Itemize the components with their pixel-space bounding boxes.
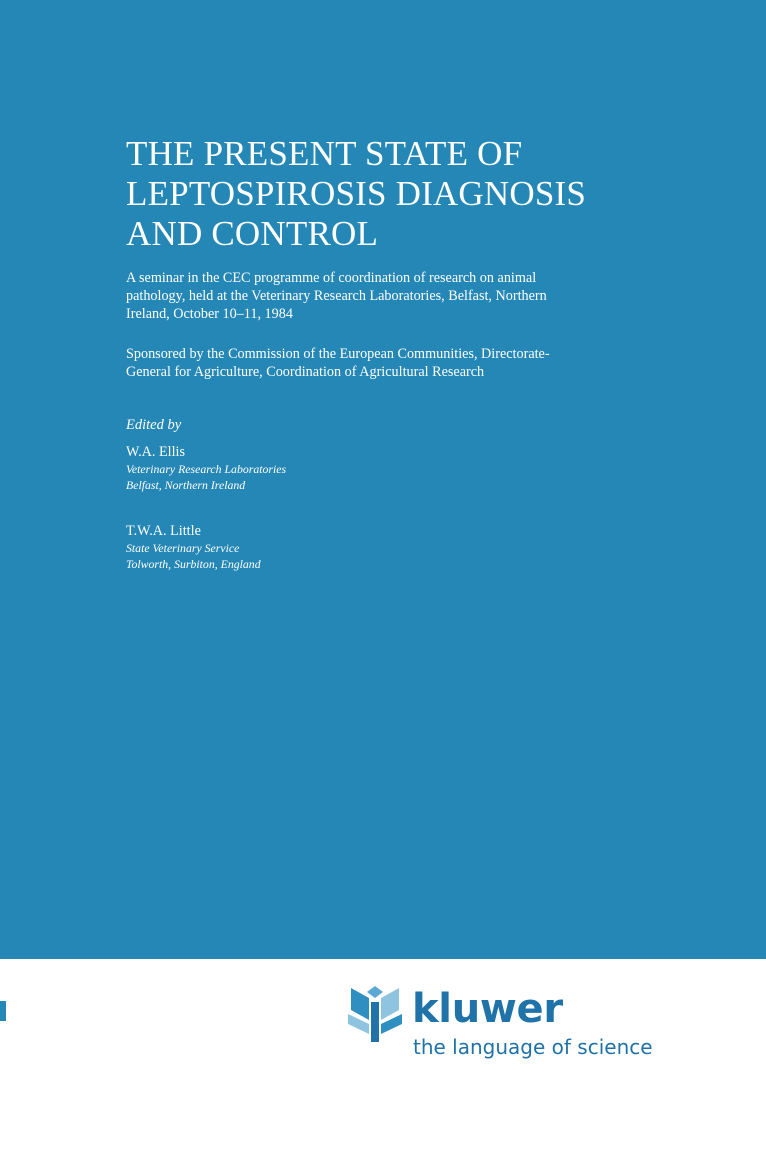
editor-entry bbox=[126, 522, 261, 572]
publisher-name: kluwer bbox=[412, 986, 563, 1032]
description-line: Ireland, October 10–11, 1984 bbox=[126, 306, 293, 322]
editor-name: W.A. Ellis bbox=[126, 444, 185, 460]
book-title bbox=[126, 134, 726, 254]
description-line: A seminar in the CEC programme of coordination of research on animal bbox=[126, 270, 537, 286]
publisher-tagline: the language of science bbox=[413, 1035, 653, 1059]
seminar-description bbox=[126, 269, 646, 323]
edited-by-label: Edited by bbox=[126, 417, 182, 433]
sponsor-line: General for Agriculture, Coordination of Agricultural Research bbox=[126, 364, 485, 380]
title-line: THE PRESENT STATE OF bbox=[126, 134, 523, 173]
editor-entry bbox=[126, 443, 286, 493]
editor-location: Tolworth, Surbiton, England bbox=[126, 557, 261, 571]
editor-affiliation: Veterinary Research Laboratories bbox=[126, 462, 287, 476]
description-line: pathology, held at the Veterinary Research Laboratories, Belfast, Northern bbox=[126, 288, 547, 304]
sponsor-line: Sponsored by the Commission of the European Communities, Directorate- bbox=[126, 346, 550, 362]
spine-edge-mark bbox=[0, 1001, 6, 1021]
kluwer-book-icon bbox=[345, 984, 405, 1044]
editor-name: T.W.A. Little bbox=[126, 523, 201, 539]
editor-affiliation: State Veterinary Service bbox=[126, 541, 240, 555]
sponsor-statement bbox=[126, 345, 646, 381]
title-line: LEPTOSPIROSIS DIAGNOSIS bbox=[126, 174, 587, 213]
editor-location: Belfast, Northern Ireland bbox=[126, 478, 246, 492]
title-line: AND CONTROL bbox=[126, 214, 379, 253]
